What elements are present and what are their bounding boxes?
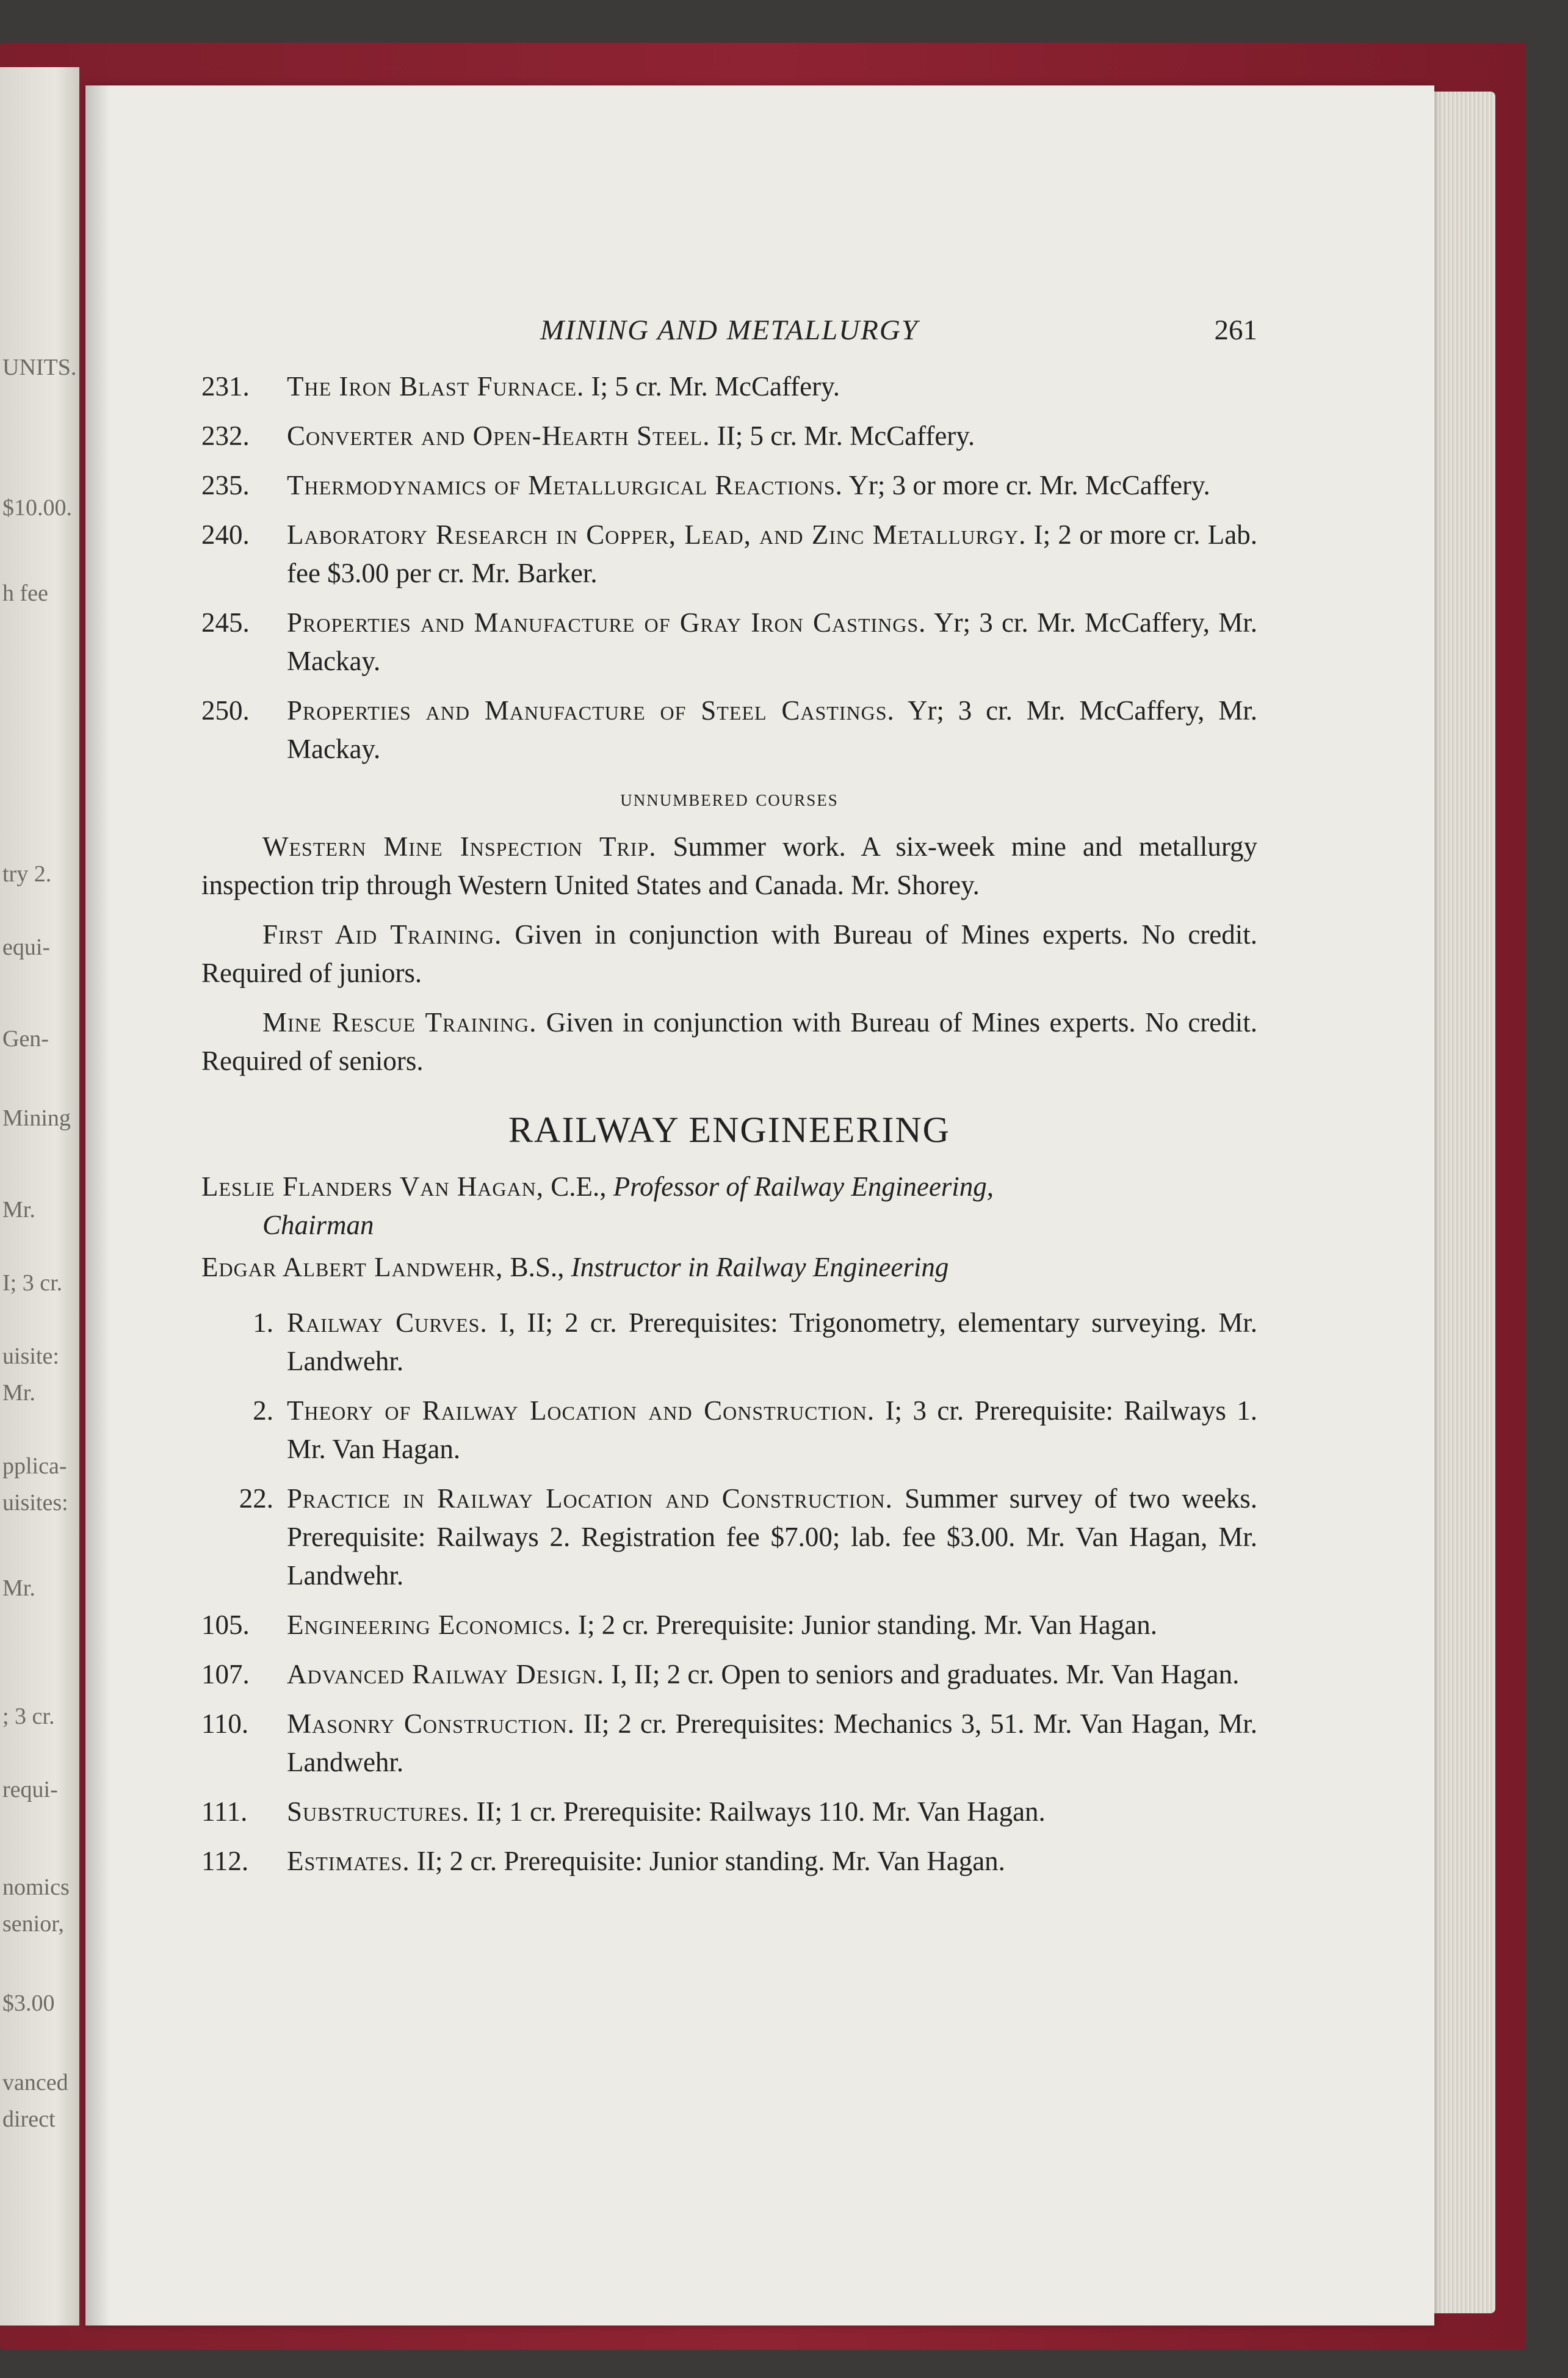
course-title: Mine Rescue Training. bbox=[262, 1007, 537, 1038]
page-gutter-shadow bbox=[85, 85, 110, 2326]
left-page-fragment: Mr. bbox=[2, 1575, 35, 1601]
left-page-fragment: Mining bbox=[2, 1105, 71, 1131]
course-details: Given in conjunction with Bureau of Mines experts. No credit. Required of juniors. bbox=[201, 919, 1258, 988]
left-page-fragment: uisite: bbox=[2, 1343, 59, 1369]
course-entry bbox=[201, 1705, 1257, 1782]
course-number: 232. bbox=[201, 421, 250, 451]
course-entry bbox=[201, 1842, 1257, 1881]
staff-title: Instructor in Railway Engineering bbox=[571, 1252, 949, 1282]
course-details: I; 2 cr. Prerequisite: Junior standing. Mr. Van Hagan. bbox=[577, 1610, 1157, 1640]
course-title: Railway Curves. bbox=[287, 1307, 488, 1338]
course-details: I; 2 or more cr. Lab. fee $3.00 per cr. Mr. Barker. bbox=[287, 519, 1257, 588]
staff-entry bbox=[201, 1248, 1257, 1287]
course-number: 235. bbox=[201, 470, 250, 501]
course-title: Western Mine Inspection Trip. bbox=[262, 831, 657, 862]
course-entry bbox=[201, 692, 1257, 768]
course-number: 231. bbox=[201, 371, 250, 402]
course-details: I, II; 2 cr. Open to seniors and graduates. Mr. Van Hagan. bbox=[611, 1659, 1240, 1690]
unnumbered-course bbox=[201, 828, 1257, 905]
course-number: 245. bbox=[201, 607, 250, 638]
course-entry bbox=[201, 1480, 1257, 1595]
course-entry bbox=[201, 1392, 1257, 1469]
unnumbered-course bbox=[201, 1003, 1257, 1080]
running-head bbox=[201, 311, 1257, 354]
course-details: II; 2 cr. Prerequisites: Mechanics 3, 51. Mr. Van Hagan, Mr. Landwehr. bbox=[287, 1708, 1257, 1777]
course-entry bbox=[201, 417, 1257, 455]
page-edges bbox=[1428, 92, 1495, 2313]
department-title: RAILWAY ENGINEERING bbox=[508, 1110, 950, 1150]
course-details: II; 2 cr. Prerequisite: Junior standing. Mr. Van Hagan. bbox=[416, 1846, 1005, 1876]
course-title: Masonry Construction. bbox=[287, 1708, 575, 1739]
course-title: Estimates. bbox=[287, 1846, 410, 1876]
course-entry bbox=[201, 367, 1257, 406]
course-details: Yr; 3 cr. Mr. McCaffery, Mr. Mackay. bbox=[287, 695, 1257, 764]
course-title: Properties and Manufacture of Gray Iron Castings. bbox=[287, 607, 927, 638]
previous-page-edge bbox=[0, 67, 79, 2326]
course-number: 2. bbox=[253, 1395, 273, 1426]
course-details: I; 3 cr. Prerequisite: Railways 1. Mr. Van Hagan. bbox=[287, 1395, 1257, 1464]
course-details: Yr; 3 cr. Mr. McCaffery, Mr. Mackay. bbox=[287, 607, 1257, 676]
course-title: Substructures. bbox=[287, 1796, 470, 1827]
course-number: 112. bbox=[201, 1846, 249, 1876]
running-head-title: MINING AND METALLURGY bbox=[540, 314, 919, 346]
unnumbered-course bbox=[201, 916, 1257, 992]
course-details: Given in conjunction with Bureau of Mines experts. No credit. Required of seniors. bbox=[201, 1007, 1258, 1076]
staff-title: Professor of Railway Engineering, bbox=[613, 1171, 994, 1202]
course-title: Properties and Manufacture of Steel Castings. bbox=[287, 695, 895, 726]
course-entry bbox=[201, 1655, 1257, 1694]
left-page-fragment: direct bbox=[2, 2106, 56, 2132]
course-details: II; 5 cr. Mr. McCaffery. bbox=[717, 421, 975, 451]
left-page-fragment: nomics bbox=[2, 1874, 70, 1900]
left-page-fragment: I; 3 cr. bbox=[2, 1270, 63, 1296]
course-details: Yr; 3 or more cr. Mr. McCaffery. bbox=[848, 470, 1210, 501]
course-title: Converter and Open-Hearth Steel. bbox=[287, 421, 710, 451]
course-number: 1. bbox=[253, 1307, 273, 1338]
book-page bbox=[85, 85, 1434, 2326]
course-title: Engineering Economics. bbox=[287, 1610, 571, 1640]
course-entry bbox=[201, 1304, 1257, 1381]
left-page-fragment: vanced bbox=[2, 2070, 68, 2095]
course-details: Summer survey of two weeks. Prerequisite: Railways 2. Registration fee $7.00; lab. fee $3.00. Mr. Van Hagan, Mr. Landwehr. bbox=[287, 1483, 1258, 1591]
course-number: 250. bbox=[201, 695, 250, 726]
staff-degree: B.S., bbox=[510, 1252, 565, 1282]
course-number: 110. bbox=[201, 1708, 249, 1739]
course-title: Laboratory Research in Copper, Lead, and Zinc Metallurgy. bbox=[287, 519, 1027, 550]
staff-degree: C.E., bbox=[551, 1171, 607, 1202]
left-page-fragment: Mr. bbox=[2, 1197, 35, 1223]
course-entry bbox=[201, 1793, 1257, 1831]
course-details: I; 5 cr. Mr. McCaffery. bbox=[591, 371, 840, 402]
course-entry bbox=[201, 1606, 1257, 1644]
course-title: First Aid Training. bbox=[262, 919, 502, 950]
staff-entry bbox=[201, 1168, 1257, 1245]
course-details: II; 1 cr. Prerequisite: Railways 110. Mr. Van Hagan. bbox=[476, 1796, 1046, 1827]
course-details: Summer work. A six-week mine and metallurgy inspection trip through Western United States and Canada. Mr. Shorey. bbox=[201, 831, 1258, 900]
page-number: 261 bbox=[1214, 314, 1257, 346]
course-number: 240. bbox=[201, 519, 250, 550]
staff-name: Edgar Albert Landwehr, bbox=[201, 1252, 504, 1282]
course-details: I, II; 2 cr. Prerequisites: Trigonometry, elementary surveying. Mr. Landwehr. bbox=[287, 1307, 1258, 1376]
course-title: Theory of Railway Location and Construction. bbox=[287, 1395, 875, 1426]
left-page-fragment: UNITS. bbox=[2, 355, 77, 380]
left-page-fragment: uisites: bbox=[2, 1490, 68, 1516]
course-title: The Iron Blast Furnace. bbox=[287, 371, 585, 402]
left-page-fragment: $10.00. bbox=[2, 495, 72, 521]
course-entry bbox=[201, 466, 1257, 505]
course-number: 111. bbox=[201, 1796, 248, 1827]
staff-title-continued: Chairman bbox=[262, 1210, 374, 1240]
left-page-fragment: Mr. bbox=[2, 1380, 35, 1406]
course-title: Advanced Railway Design. bbox=[287, 1659, 605, 1690]
course-title: Thermodynamics of Metallurgical Reactions. bbox=[287, 470, 843, 501]
course-title: Practice in Railway Location and Construction. bbox=[287, 1483, 893, 1514]
left-page-fragment: equi- bbox=[2, 934, 51, 960]
course-entry bbox=[201, 516, 1257, 593]
course-number: 107. bbox=[201, 1659, 250, 1690]
left-page-fragment: pplica- bbox=[2, 1453, 67, 1479]
course-number: 22. bbox=[239, 1483, 273, 1514]
unnumbered-courses-heading: unnumbered courses bbox=[620, 786, 839, 811]
page-text bbox=[201, 311, 1257, 1892]
left-page-fragment: ; 3 cr. bbox=[2, 1704, 55, 1729]
left-page-fragment: senior, bbox=[2, 1911, 64, 1937]
course-entry bbox=[201, 604, 1257, 681]
staff-name: Leslie Flanders Van Hagan, bbox=[201, 1171, 544, 1202]
course-number: 105. bbox=[201, 1610, 250, 1640]
left-page-fragment: Gen- bbox=[2, 1026, 49, 1052]
left-page-fragment: requi- bbox=[2, 1777, 58, 1802]
left-page-fragment: try 2. bbox=[2, 861, 52, 887]
left-page-fragment: h fee bbox=[2, 580, 48, 606]
left-page-fragment: $3.00 bbox=[2, 1990, 55, 2016]
